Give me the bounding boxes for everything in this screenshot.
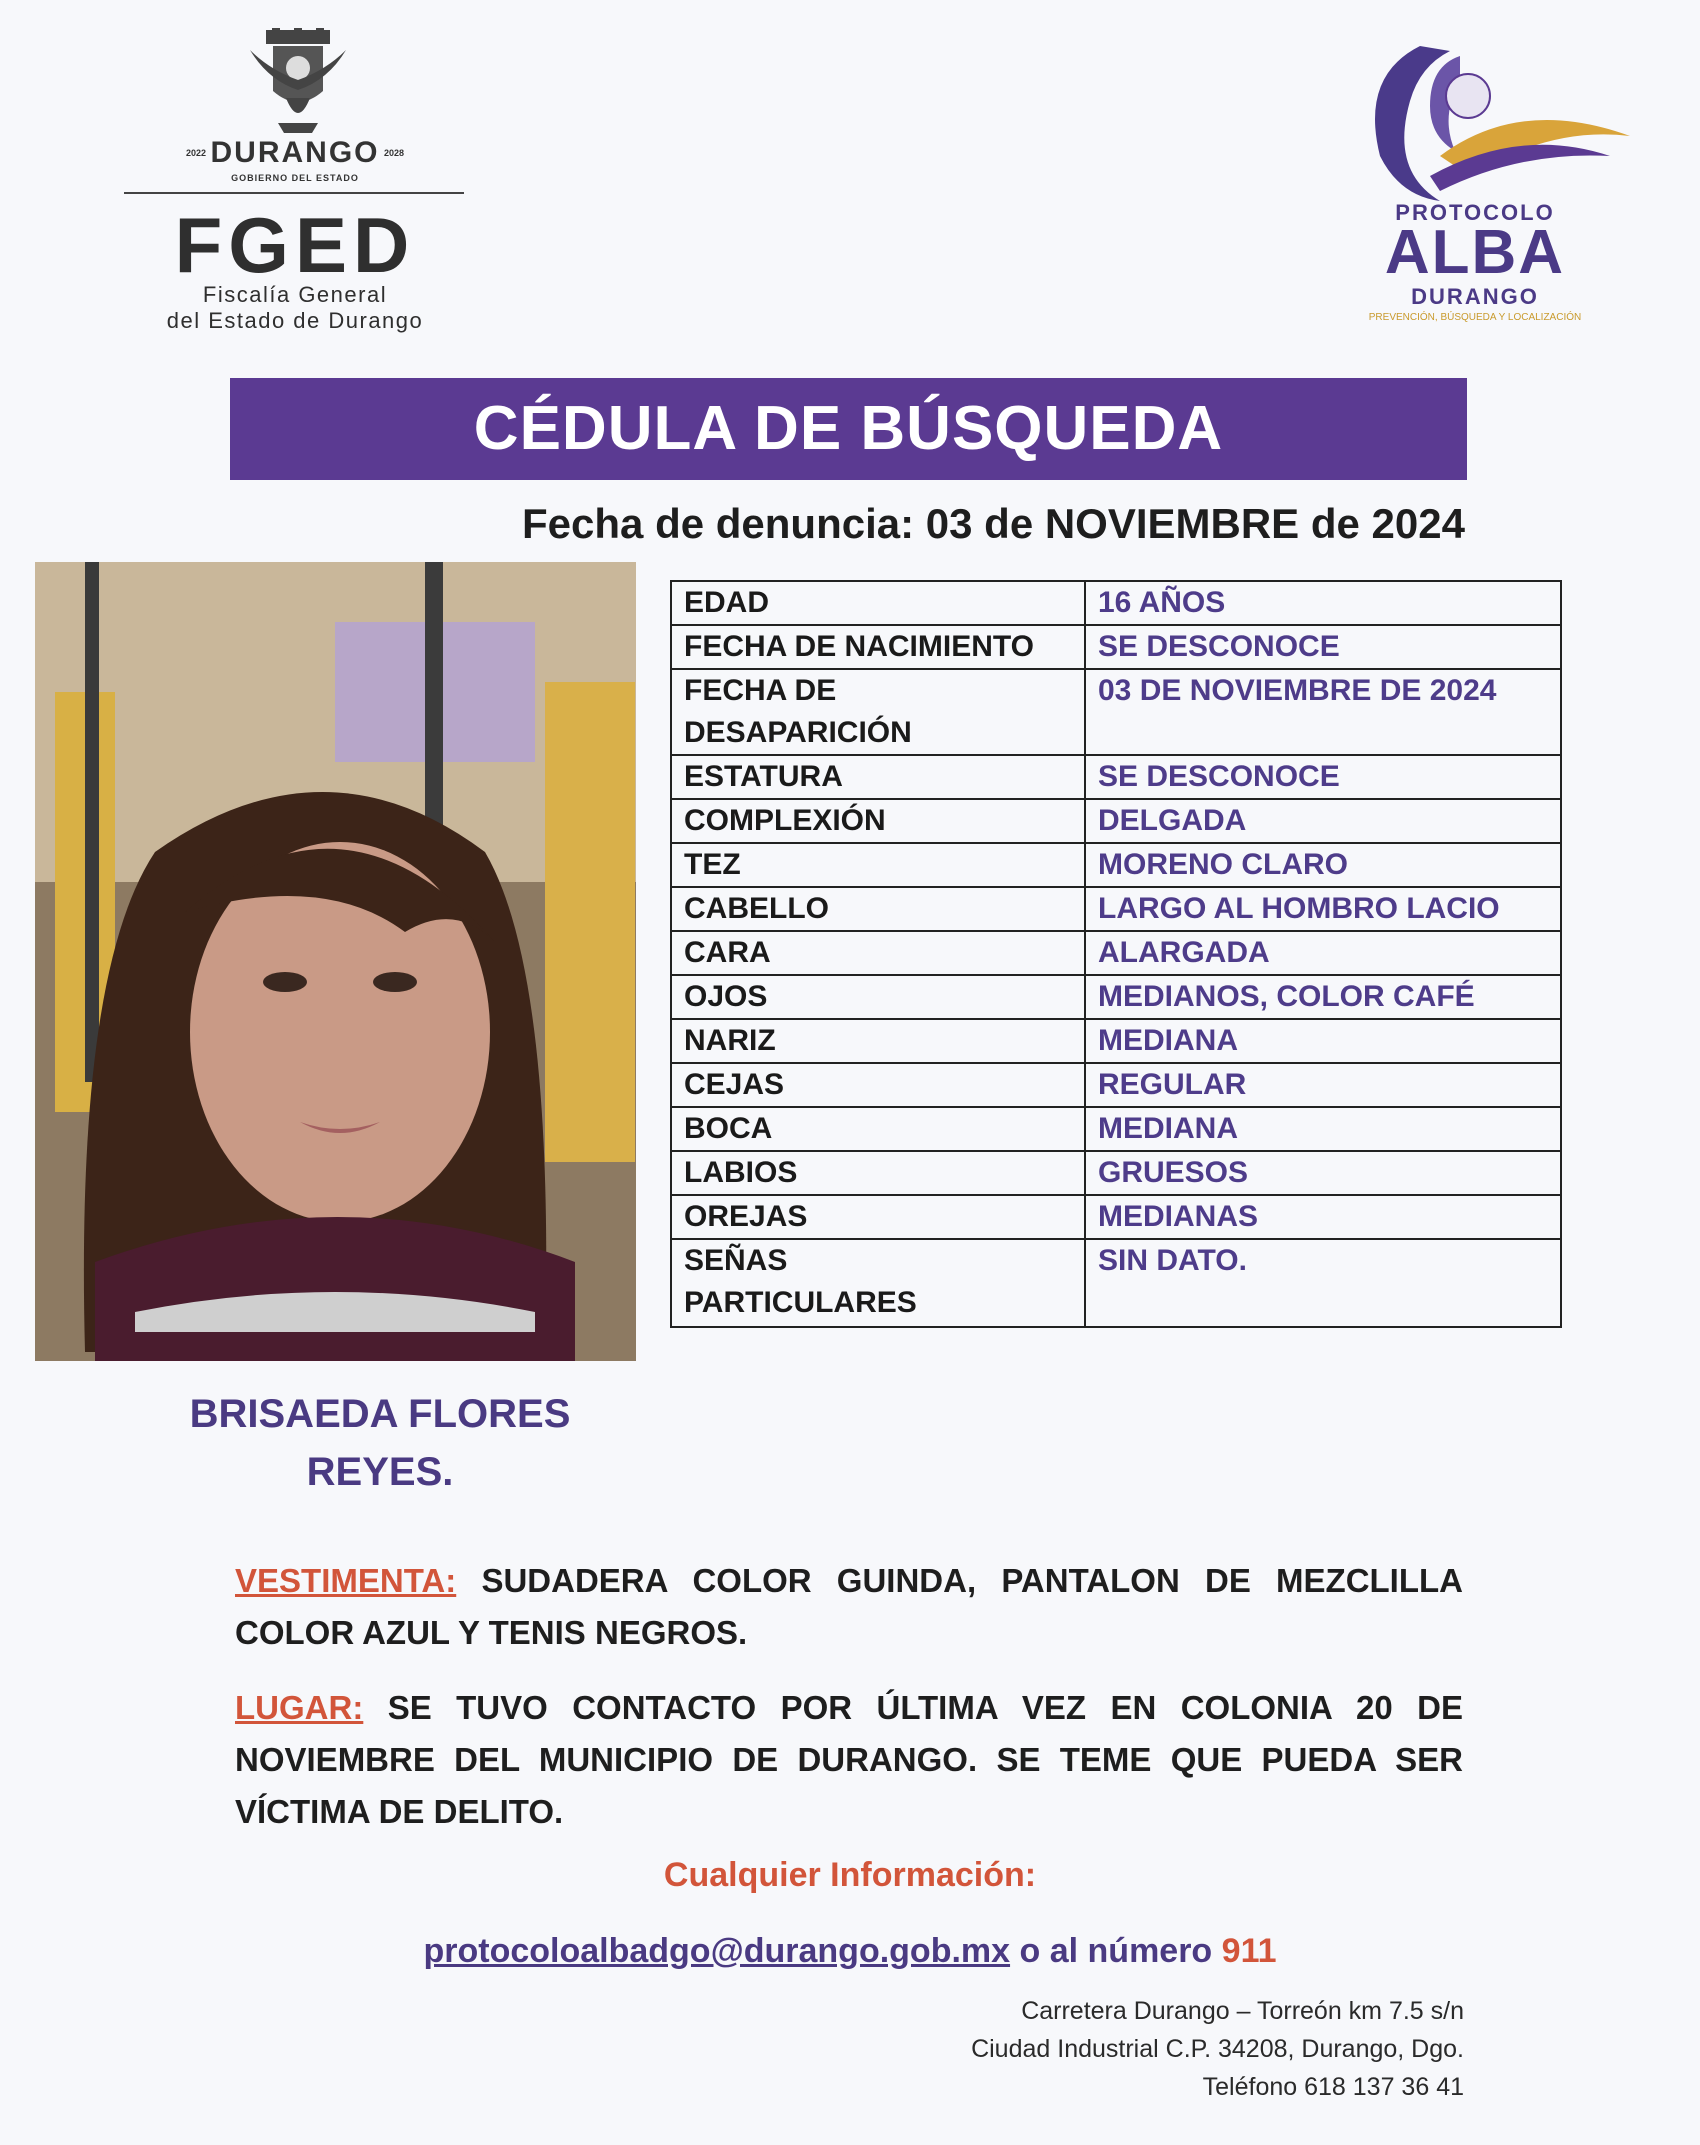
clothing-paragraph (235, 1555, 1463, 1659)
table-row (671, 1239, 1561, 1327)
row-label: OJOS (671, 975, 1085, 1019)
person-name (150, 1385, 610, 1501)
alba-line1: PROTOCOLO (1395, 200, 1555, 225)
row-label: EDAD (671, 581, 1085, 625)
alba-logo (1330, 36, 1630, 336)
report-date: Fecha de denuncia: 03 de NOVIEMBRE de 2024 (522, 500, 1465, 547)
row-value: MEDIANA (1085, 1019, 1561, 1063)
table-row (671, 887, 1561, 931)
clothing-key: VESTIMENTA: (235, 1562, 457, 1599)
row-label-line2: PARTICULARES (684, 1286, 917, 1319)
row-value: MEDIANA (1085, 1107, 1561, 1151)
location-key: LUGAR: (235, 1689, 364, 1726)
contact-connector: o al número (1010, 1932, 1222, 1970)
fged-line2: del Estado de Durango (166, 308, 424, 333)
durango-text: DURANGO (210, 136, 380, 169)
row-label: BOCA (671, 1107, 1085, 1151)
durango-wordmark (120, 136, 470, 170)
row-value: 16 AÑOS (1085, 581, 1561, 625)
table-row (671, 669, 1561, 755)
row-value: REGULAR (1085, 1063, 1561, 1107)
row-label: LABIOS (671, 1151, 1085, 1195)
row-value: GRUESOS (1085, 1151, 1561, 1195)
row-label: OREJAS (671, 1195, 1085, 1239)
table-row (671, 799, 1561, 843)
logo-divider (124, 192, 464, 194)
row-label: FECHA DE DESAPARICIÓN (671, 669, 1085, 755)
row-label: COMPLEXIÓN (671, 799, 1085, 843)
table-row (671, 755, 1561, 799)
emergency-number: 911 (1221, 1932, 1277, 1970)
table-row (671, 581, 1561, 625)
year-right: 2028 (383, 148, 404, 158)
address-phone: Teléfono 618 137 36 41 (1202, 2073, 1464, 2101)
alba-line2: ALBA (1384, 218, 1566, 287)
table-row (671, 1063, 1561, 1107)
table-row (671, 843, 1561, 887)
row-value: ALARGADA (1085, 931, 1561, 975)
row-value: SE DESCONOCE (1085, 755, 1561, 799)
clothing-text: SUDADERA COLOR GUINDA, PANTALON DE MEZCLILLA COLOR AZUL Y TENIS NEGROS. (235, 1562, 1463, 1651)
person-name-line2: REYES. (306, 1450, 454, 1494)
row-label: FECHA DE NACIMIENTO (671, 625, 1085, 669)
person-name-line1: BRISAEDA FLORES (189, 1392, 571, 1436)
location-text: SE TUVO CONTACTO POR ÚLTIMA VEZ EN COLONIA 20 DE NOVIEMBRE DEL MUNICIPIO DE DURANGO. SE TEME QUE PUEDA SER VÍCTIMA DE DELITO. (235, 1689, 1463, 1830)
gobierno-text: GOBIERNO DEL ESTADO (231, 173, 359, 183)
contact-heading: Cualquier Información: (663, 1856, 1037, 1894)
portrait-image (35, 562, 636, 1361)
row-label: ESTATURA (671, 755, 1085, 799)
row-label: NARIZ (671, 1019, 1085, 1063)
fged-acronym: FGED (174, 201, 416, 289)
table-row (671, 931, 1561, 975)
row-value: MORENO CLARO (1085, 843, 1561, 887)
alba-line3: DURANGO (1411, 284, 1539, 309)
row-label: CARA (671, 931, 1085, 975)
row-label: CABELLO (671, 887, 1085, 931)
table-row (671, 1195, 1561, 1239)
table-row (671, 1107, 1561, 1151)
woman-profile-swirl-icon (1350, 36, 1630, 206)
table-row (671, 1019, 1561, 1063)
address-line1: Carretera Durango – Torreón km 7.5 s/n (1021, 1997, 1464, 2025)
row-value: 03 DE NOVIEMBRE DE 2024 (1085, 669, 1561, 755)
contact-email-link[interactable]: protocoloalbadgo@durango.gob.mx (423, 1932, 1011, 1970)
year-left: 2022 (186, 148, 207, 158)
alba-tagline: PREVENCIÓN, BÚSQUEDA Y LOCALIZACIÓN (1368, 312, 1582, 323)
table-row (671, 625, 1561, 669)
row-label: CEJAS (671, 1063, 1085, 1107)
page-title-banner: CÉDULA DE BÚSQUEDA (230, 378, 1467, 480)
fged-line1: Fiscalía General (202, 282, 388, 307)
row-value: SE DESCONOCE (1085, 625, 1561, 669)
row-value: MEDIANAS (1085, 1195, 1561, 1239)
location-paragraph (235, 1682, 1463, 1838)
address-line2: Ciudad Industrial C.P. 34208, Durango, Dgo. (971, 2035, 1464, 2063)
row-value: SIN DATO. (1085, 1239, 1561, 1327)
row-label: TEZ (671, 843, 1085, 887)
row-value: MEDIANOS, COLOR CAFÉ (1085, 975, 1561, 1019)
state-seal-icon (238, 28, 358, 138)
table-row (671, 975, 1561, 1019)
table-row (671, 1151, 1561, 1195)
missing-person-photo (35, 562, 636, 1361)
row-value: LARGO AL HOMBRO LACIO (1085, 887, 1561, 931)
row-value: DELGADA (1085, 799, 1561, 843)
row-label-line1: SEÑAS (684, 1244, 788, 1277)
contact-line (0, 1932, 1700, 1971)
fged-logo (120, 28, 470, 338)
details-table (670, 580, 1562, 1328)
row-label (671, 1239, 1085, 1327)
